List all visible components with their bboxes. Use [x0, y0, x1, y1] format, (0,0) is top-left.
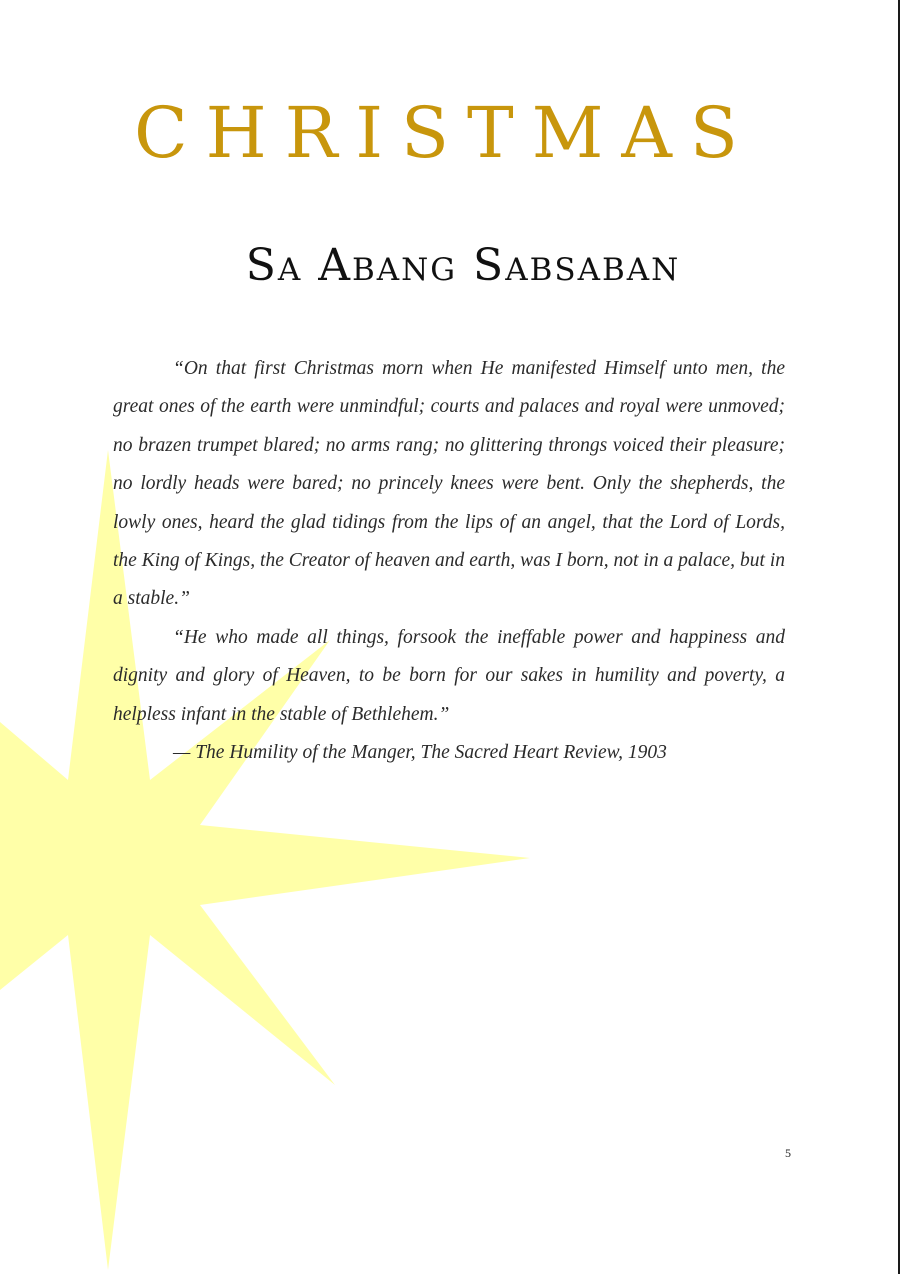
quote-attribution: — The Humility of the Manger, The Sacred Heart Review, 1903	[173, 742, 667, 764]
quote-body	[113, 350, 785, 772]
page-title: CHRISTMAS	[134, 92, 756, 174]
page-subtitle: Sa Abang Sabsaban	[245, 240, 681, 291]
quote-paragraph-2: “He who made all things, forsook the ineffable power and happiness and dignity and glory of Heaven, to be born for our sakes in humility and poverty, a helpless infant in the stable of Bethlehem.”	[113, 626, 785, 725]
page-number: 5	[785, 1146, 791, 1160]
quote-paragraph-1: “On that first Christmas morn when He manifested Himself unto men, the great ones of the earth were unmindful; courts and palaces and royal were unmoved; no brazen trumpet blared; no arms rang; no glittering throngs voiced their pleasure; no lordly heads were bared; no princely knees were bent. Only the shepherds, the lowly ones, heard the glad tidings from the lips of an angel, that the Lord of Lords, the King of Kings, the Creator of heaven and earth, was I born, not in a palace, but in a stable.”	[113, 358, 785, 610]
